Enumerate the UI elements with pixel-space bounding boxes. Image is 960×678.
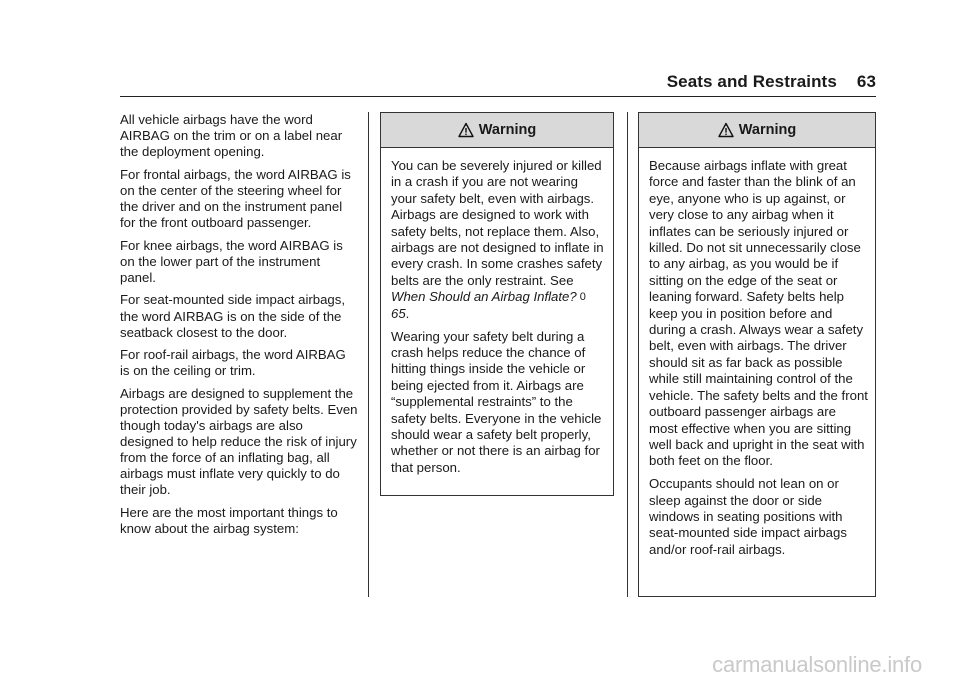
cross-reference-link[interactable]: When Should an Airbag Inflate? <box>391 289 577 305</box>
paragraph: Here are the most important things to know about the airbag system: <box>120 505 338 537</box>
page-ref-arrow-icon: 0 <box>579 291 586 304</box>
page-header <box>120 62 876 97</box>
running-header <box>667 72 876 92</box>
warning-box <box>380 112 614 496</box>
warning-title: Warning <box>478 122 537 138</box>
paragraph: For knee airbags, the word AIRBAG is on the lower part of the instrument panel. <box>120 237 343 285</box>
text-column <box>120 112 358 544</box>
warning-body <box>381 148 613 484</box>
warning-triangle-icon <box>718 122 734 138</box>
watermark: carmanualsonline.info <box>712 652 922 677</box>
warning-text: You can be severely injured or killed in a crash if you are not wearing your safety belt, even with airbags. Airbags are designed to work with safety belts, not replace them. Also, airbags are not designed to inflate in every crash. In some crashes safety belts are the only restraint. See <box>391 158 604 288</box>
warning-triangle-icon <box>458 122 474 138</box>
page-number: 63 <box>856 72 876 91</box>
warning-box <box>638 112 876 597</box>
warning-body <box>639 148 875 566</box>
paragraph: For frontal airbags, the word AIRBAG is on the center of the steering wheel for the driver and on the instrument panel for the front outboard passenger. <box>120 166 351 231</box>
paragraph: For roof-rail airbags, the word AIRBAG is on the ceiling or trim. <box>120 347 346 379</box>
warning-paragraph: Wearing your safety belt during a crash helps reduce the chance of hitting things inside the vehicle or being ejected from it. Airbags are “supplemental restraints” to the safety belts. Everyone in the vehicle should wear a safety belt properly, whether or not there is an airbag for that person. <box>391 328 602 475</box>
paragraph: For seat-mounted side impact airbags, the word AIRBAG is on the side of the seatback closest to the door. <box>120 292 346 340</box>
warning-title: Warning <box>738 122 797 138</box>
warning-header <box>381 113 613 148</box>
cross-reference-page[interactable]: 65 <box>391 305 406 321</box>
warning-header <box>639 113 875 148</box>
warning-paragraph <box>391 158 606 322</box>
paragraph: All vehicle airbags have the word AIRBAG on the trim or on a label near the deployment opening. <box>120 112 343 160</box>
column-divider <box>627 112 628 597</box>
paragraph: Airbags are designed to supplement the protection provided by safety belts. Even though today's airbags are also designed to help reduce the risk of injury from the force of an inflating bag, all airbags must inflate very quickly to do their job. <box>120 385 358 498</box>
column-divider <box>368 112 369 597</box>
sentence-end: . <box>405 305 410 321</box>
section-title: Seats and Restraints <box>666 72 837 91</box>
warning-paragraph: Occupants should not lean on or sleep against the door or side windows in seating positions with seat-mounted side impact airbags and/or roof-rail airbags. <box>649 476 847 557</box>
warning-paragraph: Because airbags inflate with great force and faster than the blink of an eye, anyone who is up against, or very close to any airbag when it inflates can be seriously injured or killed. Do not sit unnecessarily close to any airbag, as you would be if sitting on the edge of the seat or leaning forward. Safety belts help keep you in position before and during a crash. Always wear a safety belt, even with airbags. The driver should sit as far back as possible while still maintaining control of the vehicle. The safety belts and the front outboard passenger airbags are most effective when you are sitting well back and upright in the seat with both feet on the floor. <box>649 158 868 469</box>
